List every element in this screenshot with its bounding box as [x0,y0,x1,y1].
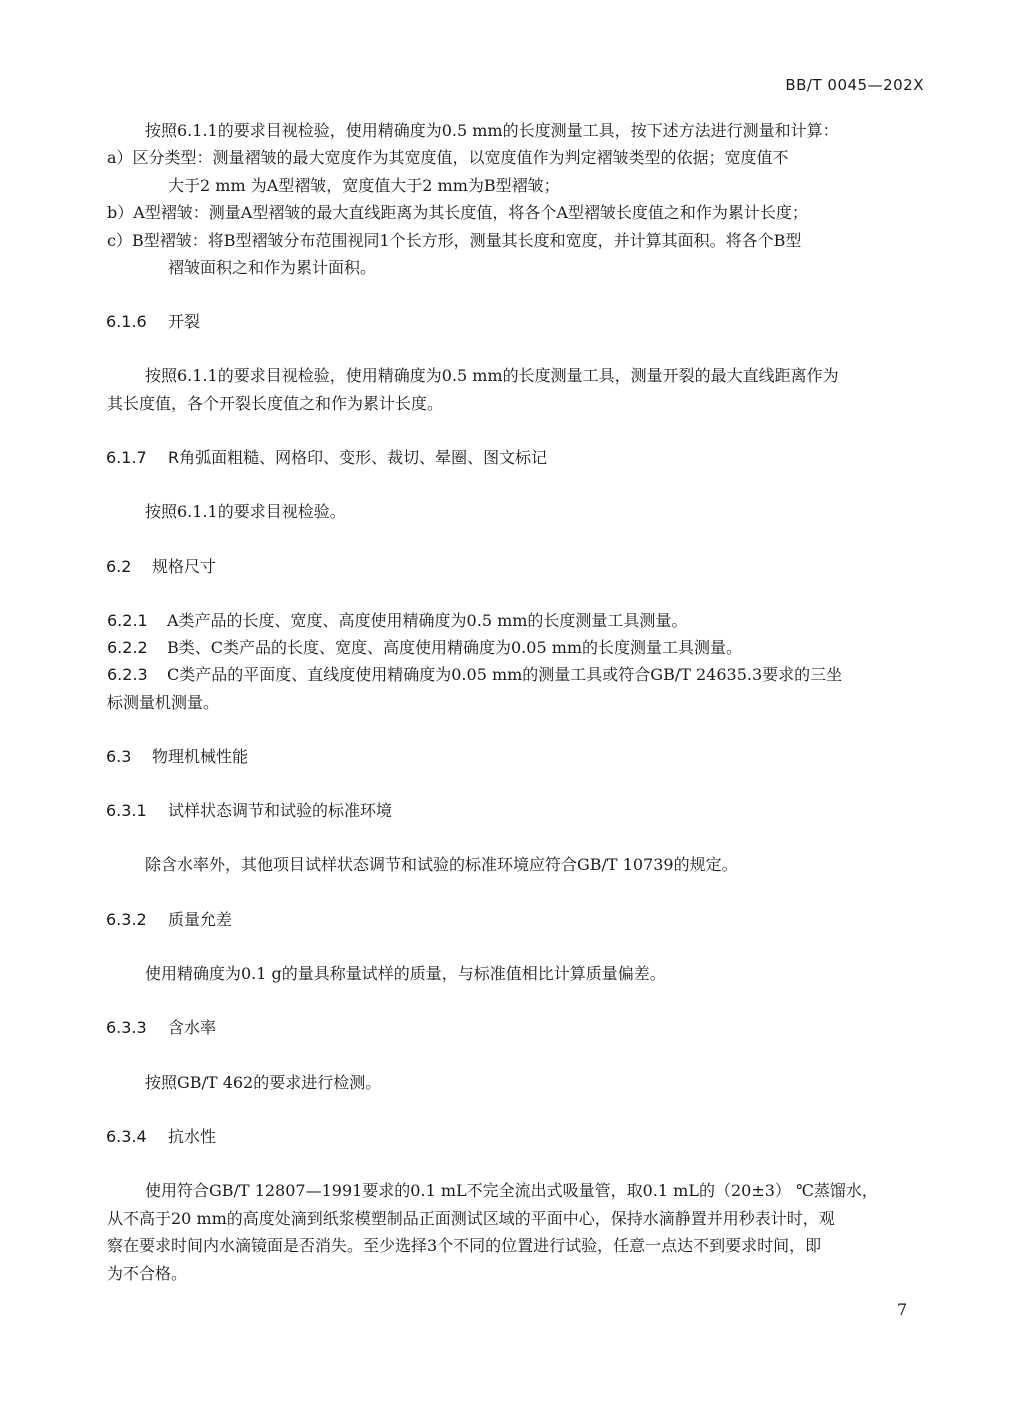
list-item-b: b）A型褶皱：测量A型褶皱的最大直线距离为其长度值，将各个A型褶皱长度值之和作为累计长度； [107,203,808,222]
list-item-a-continued: 大于2 mm 为A型褶皱，宽度值大于2 mm为B型褶皱； [168,176,560,195]
section-heading-6-2 [106,557,216,577]
section-title: R角弧面粗糙、网格印、变形、裁切、晕圈、图文标记 [168,448,548,467]
section-heading-6-3 [106,747,248,767]
section-title: 含水率 [168,1018,217,1037]
body-text: 使用精确度为0.1 g的量具称量试样的质量，与标准值相比计算质量偏差。 [145,964,666,983]
clause-text-continued: 标测量机测量。 [107,693,220,712]
clause-number: 6.2.2 [107,638,148,657]
section-number: 6.3.3 [106,1018,147,1037]
section-heading-6-3-3 [106,1018,216,1038]
body-text: 按照6.1.1的要求目视检验，使用精确度为0.5 mm的长度测量工具，测量开裂的最大直线距离作为 [145,366,839,385]
section-number: 6.2 [106,557,132,576]
section-heading-6-1-7 [106,448,547,468]
body-text: 察在要求时间内水滴镜面是否消失。至少选择3个不同的位置进行试验，任意一点达不到要求时间，即 [107,1236,822,1255]
section-heading-6-3-2 [106,910,232,930]
section-number: 6.3 [106,747,132,766]
section-number: 6.1.6 [106,312,147,331]
section-title: 物理机械性能 [152,747,249,766]
list-item-c: c）B型褶皱：将B型褶皱分布范围视同1个长方形，测量其长度和宽度，并计算其面积。将各个B型 [107,231,802,250]
section-title: 开裂 [168,312,201,331]
clause-6-2-2 [107,638,742,658]
section-title: 试样状态调节和试验的标准环境 [168,801,393,820]
body-text: 从不高于20 mm的高度处滴到纸浆模塑制品正面测试区域的平面中心，保持水滴静置并用秒表计时，观 [107,1209,835,1228]
list-item-c-continued: 褶皱面积之和作为累计面积。 [168,258,377,277]
section-heading-6-3-1 [106,801,392,821]
section-title: 抗水性 [168,1127,217,1146]
body-text: 按照6.1.1的要求目视检验。 [145,502,346,521]
clause-number: 6.2.1 [107,611,148,630]
document-code: BB/T 0045—202X [785,76,924,94]
page-number: 7 [897,1300,908,1319]
body-text: 按照GB/T 462的要求进行检测。 [145,1073,382,1092]
section-heading-6-1-6 [106,312,200,332]
section-number: 6.3.2 [106,910,147,929]
body-text: 为不合格。 [107,1264,188,1283]
clause-number: 6.2.3 [107,665,148,684]
section-number: 6.3.1 [106,801,147,820]
section-title: 质量允差 [168,910,233,929]
list-item-a: a）区分类型：测量褶皱的最大宽度作为其宽度值，以宽度值作为判定褶皱类型的依据；宽度值不 [107,148,789,167]
clause-text: C类产品的平面度、直线度使用精确度为0.05 mm的测量工具或符合GB/T 24635.3要求的三坐 [167,665,843,684]
clause-text: B类、C类产品的长度、宽度、高度使用精确度为0.05 mm的长度测量工具测量。 [167,638,743,657]
section-heading-6-3-4 [106,1127,216,1147]
section-number: 6.1.7 [106,448,147,467]
body-text: 除含水率外，其他项目试样状态调节和试验的标准环境应符合GB/T 10739的规定。 [145,855,738,874]
clause-6-2-1 [107,611,687,631]
intro-paragraph: 按照6.1.1的要求目视检验，使用精确度为0.5 mm的长度测量工具，按下述方法进行测量和计算： [145,121,839,140]
clause-6-2-3 [107,665,842,685]
section-title: 规格尺寸 [152,557,217,576]
body-text: 其长度值，各个开裂长度值之和作为累计长度。 [107,394,444,413]
section-number: 6.3.4 [106,1127,147,1146]
clause-text: A类产品的长度、宽度、高度使用精确度为0.5 mm的长度测量工具测量。 [167,611,688,630]
body-text: 使用符合GB/T 12807—1991要求的0.1 mL不完全流出式吸量管，取0.1 mL的（20±3） ℃蒸馏水， [145,1181,878,1200]
